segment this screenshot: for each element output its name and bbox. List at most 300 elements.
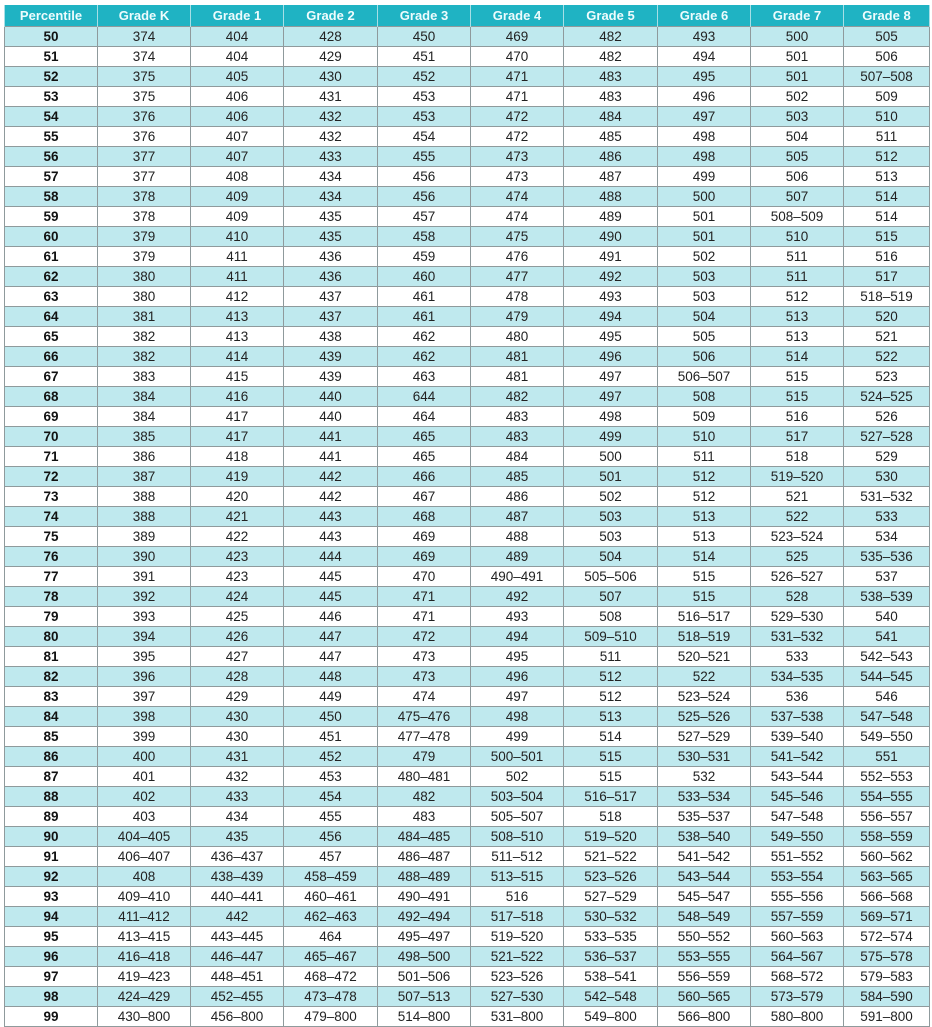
percentile-cell: 54 [5, 107, 98, 127]
score-cell: 397 [98, 687, 191, 707]
score-cell: 442 [284, 467, 378, 487]
score-cell: 501 [658, 227, 751, 247]
table-row [5, 387, 930, 407]
score-cell: 533 [751, 647, 844, 667]
score-cell: 419 [191, 467, 284, 487]
score-cell: 566–568 [844, 887, 930, 907]
score-cell: 446–447 [191, 947, 284, 967]
score-cell: 531–532 [844, 487, 930, 507]
score-cell: 395 [98, 647, 191, 667]
score-cell: 465–467 [284, 947, 378, 967]
score-cell: 453 [284, 767, 378, 787]
score-cell: 472 [471, 107, 564, 127]
score-cell: 548–549 [658, 907, 751, 927]
score-cell: 515 [564, 747, 658, 767]
score-cell: 523 [844, 367, 930, 387]
score-cell: 542–548 [564, 987, 658, 1007]
score-cell: 441 [284, 447, 378, 467]
score-cell: 479–800 [284, 1007, 378, 1027]
score-cell: 550–552 [658, 927, 751, 947]
score-cell: 471 [378, 607, 471, 627]
score-cell: 508 [658, 387, 751, 407]
score-cell: 527–529 [658, 727, 751, 747]
score-cell: 512 [751, 287, 844, 307]
score-cell: 513–515 [471, 867, 564, 887]
score-cell: 533–535 [564, 927, 658, 947]
score-cell: 519–520 [751, 467, 844, 487]
score-cell: 485 [471, 467, 564, 487]
score-cell: 418 [191, 447, 284, 467]
score-cell: 547–548 [844, 707, 930, 727]
score-cell: 473–478 [284, 987, 378, 1007]
score-cell: 515 [564, 767, 658, 787]
score-cell: 493 [471, 607, 564, 627]
score-cell: 515 [658, 587, 751, 607]
score-cell: 513 [658, 527, 751, 547]
score-cell: 518–519 [658, 627, 751, 647]
score-cell: 505 [751, 147, 844, 167]
score-cell: 477–478 [378, 727, 471, 747]
score-cell: 551 [844, 747, 930, 767]
score-cell: 443 [284, 527, 378, 547]
score-cell: 504 [564, 547, 658, 567]
score-cell: 535–537 [658, 807, 751, 827]
score-cell: 503–504 [471, 787, 564, 807]
score-cell: 385 [98, 427, 191, 447]
score-cell: 538–540 [658, 827, 751, 847]
score-cell: 409 [191, 187, 284, 207]
score-cell: 531–532 [751, 627, 844, 647]
score-cell: 477 [471, 267, 564, 287]
score-cell: 575–578 [844, 947, 930, 967]
score-cell: 504 [658, 307, 751, 327]
percentile-cell: 97 [5, 967, 98, 987]
score-cell: 483 [471, 427, 564, 447]
score-cell: 445 [284, 567, 378, 587]
score-cell: 423 [191, 567, 284, 587]
score-cell: 434 [284, 167, 378, 187]
score-cell: 518 [564, 807, 658, 827]
score-cell: 381 [98, 307, 191, 327]
score-cell: 573–579 [751, 987, 844, 1007]
score-cell: 376 [98, 107, 191, 127]
column-header-grade-2: Grade 2 [284, 5, 378, 27]
score-cell: 420 [191, 487, 284, 507]
table-row [5, 447, 930, 467]
score-cell: 474 [471, 187, 564, 207]
score-cell: 553–554 [751, 867, 844, 887]
score-cell: 545–546 [751, 787, 844, 807]
score-cell: 516 [751, 407, 844, 427]
score-cell: 498 [658, 147, 751, 167]
score-cell: 513 [658, 507, 751, 527]
score-cell: 457 [284, 847, 378, 867]
score-cell: 479 [378, 747, 471, 767]
score-cell: 401 [98, 767, 191, 787]
table-row [5, 827, 930, 847]
score-cell: 463 [378, 367, 471, 387]
score-cell: 458 [378, 227, 471, 247]
score-cell: 409–410 [98, 887, 191, 907]
percentile-cell: 98 [5, 987, 98, 1007]
percentile-cell: 53 [5, 87, 98, 107]
table-row [5, 147, 930, 167]
percentile-cell: 56 [5, 147, 98, 167]
percentile-cell: 87 [5, 767, 98, 787]
column-header-percentile: Percentile [5, 5, 98, 27]
score-cell: 527–530 [471, 987, 564, 1007]
score-cell: 426 [191, 627, 284, 647]
score-cell: 383 [98, 367, 191, 387]
score-cell: 465 [378, 447, 471, 467]
score-cell: 374 [98, 27, 191, 47]
score-cell: 498–500 [378, 947, 471, 967]
score-cell: 496 [564, 347, 658, 367]
score-cell: 416–418 [98, 947, 191, 967]
percentile-cell: 69 [5, 407, 98, 427]
score-cell: 506 [658, 347, 751, 367]
score-cell: 516–517 [564, 787, 658, 807]
score-cell: 529–530 [751, 607, 844, 627]
score-cell: 523–526 [564, 867, 658, 887]
score-cell: 488 [564, 187, 658, 207]
score-cell: 379 [98, 247, 191, 267]
score-cell: 502 [751, 87, 844, 107]
percentile-cell: 55 [5, 127, 98, 147]
score-cell: 536 [751, 687, 844, 707]
table-row [5, 567, 930, 587]
score-cell: 513 [751, 327, 844, 347]
score-cell: 503 [658, 267, 751, 287]
score-cell: 475 [471, 227, 564, 247]
score-cell: 534–535 [751, 667, 844, 687]
score-cell: 517 [844, 267, 930, 287]
score-cell: 560–563 [751, 927, 844, 947]
score-cell: 545–547 [658, 887, 751, 907]
score-cell: 512 [658, 487, 751, 507]
score-cell: 438–439 [191, 867, 284, 887]
percentile-cell: 68 [5, 387, 98, 407]
score-cell: 468 [378, 507, 471, 527]
score-cell: 519–520 [564, 827, 658, 847]
score-cell: 498 [564, 407, 658, 427]
score-cell: 501 [751, 47, 844, 67]
score-cell: 462–463 [284, 907, 378, 927]
table-row [5, 807, 930, 827]
score-cell: 517 [751, 427, 844, 447]
score-cell: 484 [471, 447, 564, 467]
column-header-grade-6: Grade 6 [658, 5, 751, 27]
score-cell: 489 [471, 547, 564, 567]
score-cell: 541 [844, 627, 930, 647]
score-cell: 513 [751, 307, 844, 327]
score-cell: 563–565 [844, 867, 930, 887]
table-row [5, 27, 930, 47]
score-cell: 471 [378, 587, 471, 607]
percentile-cell: 99 [5, 1007, 98, 1027]
score-cell: 530–532 [564, 907, 658, 927]
score-cell: 522 [844, 347, 930, 367]
score-cell: 551–552 [751, 847, 844, 867]
score-cell: 534 [844, 527, 930, 547]
score-cell: 474 [378, 687, 471, 707]
score-cell: 591–800 [844, 1007, 930, 1027]
score-cell: 517–518 [471, 907, 564, 927]
score-cell: 434 [284, 187, 378, 207]
table-header-row [5, 5, 930, 27]
score-cell: 512 [658, 467, 751, 487]
score-cell: 553–555 [658, 947, 751, 967]
score-cell: 443 [284, 507, 378, 527]
score-cell: 437 [284, 287, 378, 307]
table-row [5, 167, 930, 187]
score-cell: 560–565 [658, 987, 751, 1007]
column-header-grade-1: Grade 1 [191, 5, 284, 27]
score-cell: 503 [751, 107, 844, 127]
score-cell: 492 [471, 587, 564, 607]
score-cell: 429 [191, 687, 284, 707]
score-cell: 536–537 [564, 947, 658, 967]
percentile-cell: 96 [5, 947, 98, 967]
percentile-cell: 90 [5, 827, 98, 847]
score-cell: 407 [191, 127, 284, 147]
percentile-cell: 82 [5, 667, 98, 687]
score-cell: 491 [564, 247, 658, 267]
score-cell: 480–481 [378, 767, 471, 787]
score-cell: 459 [378, 247, 471, 267]
score-cell: 537 [844, 567, 930, 587]
score-cell: 515 [658, 567, 751, 587]
table-row [5, 67, 930, 87]
score-cell: 412 [191, 287, 284, 307]
score-cell: 538–541 [564, 967, 658, 987]
table-row [5, 407, 930, 427]
score-cell: 505 [658, 327, 751, 347]
score-cell: 449 [284, 687, 378, 707]
score-cell: 540 [844, 607, 930, 627]
score-cell: 543–544 [658, 867, 751, 887]
score-cell: 543–544 [751, 767, 844, 787]
percentile-cell: 85 [5, 727, 98, 747]
score-cell: 411 [191, 267, 284, 287]
table-body [5, 27, 930, 1027]
score-cell: 521–522 [564, 847, 658, 867]
score-cell: 493 [658, 27, 751, 47]
score-cell: 411 [191, 247, 284, 267]
table-row [5, 607, 930, 627]
score-cell: 503 [658, 287, 751, 307]
score-cell: 524–525 [844, 387, 930, 407]
score-cell: 539–540 [751, 727, 844, 747]
score-cell: 430 [191, 707, 284, 727]
score-cell: 404 [191, 27, 284, 47]
score-cell: 569–571 [844, 907, 930, 927]
score-cell: 388 [98, 487, 191, 507]
score-cell: 455 [378, 147, 471, 167]
score-cell: 502 [658, 247, 751, 267]
score-cell: 481 [471, 347, 564, 367]
table-row [5, 107, 930, 127]
score-cell: 504 [751, 127, 844, 147]
score-cell: 451 [378, 47, 471, 67]
score-cell: 486 [471, 487, 564, 507]
column-header-grade-7: Grade 7 [751, 5, 844, 27]
percentile-cell: 89 [5, 807, 98, 827]
score-cell: 542–543 [844, 647, 930, 667]
score-cell: 533–534 [658, 787, 751, 807]
score-cell: 404 [191, 47, 284, 67]
score-cell: 497 [658, 107, 751, 127]
score-cell: 465 [378, 427, 471, 447]
score-cell: 495 [658, 67, 751, 87]
score-cell: 525–526 [658, 707, 751, 727]
score-cell: 514 [564, 727, 658, 747]
score-cell: 499 [564, 427, 658, 447]
score-cell: 544–545 [844, 667, 930, 687]
score-cell: 492 [564, 267, 658, 287]
score-cell: 500–501 [471, 747, 564, 767]
score-cell: 464 [378, 407, 471, 427]
score-cell: 483 [564, 87, 658, 107]
table-row [5, 847, 930, 867]
score-cell: 479 [471, 307, 564, 327]
score-cell: 584–590 [844, 987, 930, 1007]
score-cell: 519–520 [471, 927, 564, 947]
score-cell: 508–509 [751, 207, 844, 227]
percentile-cell: 92 [5, 867, 98, 887]
percentile-cell: 77 [5, 567, 98, 587]
score-cell: 431 [284, 87, 378, 107]
score-cell: 376 [98, 127, 191, 147]
score-cell: 566–800 [658, 1007, 751, 1027]
score-cell: 521–522 [471, 947, 564, 967]
score-cell: 484 [564, 107, 658, 127]
score-cell: 430 [284, 67, 378, 87]
score-cell: 512 [564, 687, 658, 707]
score-cell: 458–459 [284, 867, 378, 887]
score-cell: 500 [751, 27, 844, 47]
score-cell: 522 [658, 667, 751, 687]
score-cell: 441 [284, 427, 378, 447]
score-cell: 555–556 [751, 887, 844, 907]
score-cell: 476 [471, 247, 564, 267]
score-cell: 439 [284, 367, 378, 387]
score-cell: 502 [471, 767, 564, 787]
score-cell: 510 [844, 107, 930, 127]
score-cell: 460–461 [284, 887, 378, 907]
score-cell: 410 [191, 227, 284, 247]
score-cell: 501 [658, 207, 751, 227]
score-cell: 460 [378, 267, 471, 287]
score-cell: 374 [98, 47, 191, 67]
score-cell: 557–559 [751, 907, 844, 927]
percentile-cell: 84 [5, 707, 98, 727]
score-cell: 482 [564, 27, 658, 47]
score-cell: 494 [471, 627, 564, 647]
column-header-grade-k: Grade K [98, 5, 191, 27]
score-cell: 406 [191, 107, 284, 127]
score-cell: 433 [284, 147, 378, 167]
score-cell: 377 [98, 167, 191, 187]
table-row [5, 967, 930, 987]
score-cell: 453 [378, 107, 471, 127]
score-cell: 472 [471, 127, 564, 147]
score-cell: 435 [191, 827, 284, 847]
table-row [5, 707, 930, 727]
column-header-grade-3: Grade 3 [378, 5, 471, 27]
score-cell: 409 [191, 207, 284, 227]
score-cell: 485 [564, 127, 658, 147]
score-cell: 442 [191, 907, 284, 927]
score-cell: 403 [98, 807, 191, 827]
score-cell: 425 [191, 607, 284, 627]
score-cell: 484–485 [378, 827, 471, 847]
percentile-cell: 75 [5, 527, 98, 547]
score-cell: 378 [98, 207, 191, 227]
score-cell: 514 [844, 207, 930, 227]
score-cell: 516–517 [658, 607, 751, 627]
score-cell: 509 [844, 87, 930, 107]
score-cell: 541–542 [658, 847, 751, 867]
table-row [5, 907, 930, 927]
percentile-cell: 78 [5, 587, 98, 607]
score-cell: 494 [658, 47, 751, 67]
score-cell: 511–512 [471, 847, 564, 867]
table-row [5, 787, 930, 807]
table-row [5, 367, 930, 387]
score-cell: 520 [844, 307, 930, 327]
score-cell: 521 [751, 487, 844, 507]
score-cell: 407 [191, 147, 284, 167]
table-row [5, 987, 930, 1007]
score-cell: 408 [98, 867, 191, 887]
percentile-cell: 79 [5, 607, 98, 627]
table-row [5, 487, 930, 507]
table-row [5, 187, 930, 207]
percentile-cell: 51 [5, 47, 98, 67]
score-cell: 432 [284, 107, 378, 127]
score-cell: 505 [844, 27, 930, 47]
score-cell: 493 [564, 287, 658, 307]
score-cell: 509 [658, 407, 751, 427]
score-cell: 461 [378, 287, 471, 307]
score-cell: 433 [191, 787, 284, 807]
score-cell: 399 [98, 727, 191, 747]
score-cell: 486 [564, 147, 658, 167]
score-cell: 503 [564, 527, 658, 547]
score-cell: 501 [564, 467, 658, 487]
score-cell: 380 [98, 267, 191, 287]
score-cell: 375 [98, 87, 191, 107]
score-cell: 391 [98, 567, 191, 587]
percentile-cell: 63 [5, 287, 98, 307]
percentile-cell: 73 [5, 487, 98, 507]
table-row [5, 887, 930, 907]
score-cell: 452 [284, 747, 378, 767]
score-cell: 440–441 [191, 887, 284, 907]
score-cell: 483 [378, 807, 471, 827]
score-cell: 450 [378, 27, 471, 47]
score-cell: 492–494 [378, 907, 471, 927]
score-cell: 436 [284, 267, 378, 287]
score-cell: 507–513 [378, 987, 471, 1007]
score-cell: 487 [471, 507, 564, 527]
table-row [5, 87, 930, 107]
score-cell: 437 [284, 307, 378, 327]
score-cell: 549–550 [751, 827, 844, 847]
score-cell: 456–800 [191, 1007, 284, 1027]
score-cell: 482 [378, 787, 471, 807]
